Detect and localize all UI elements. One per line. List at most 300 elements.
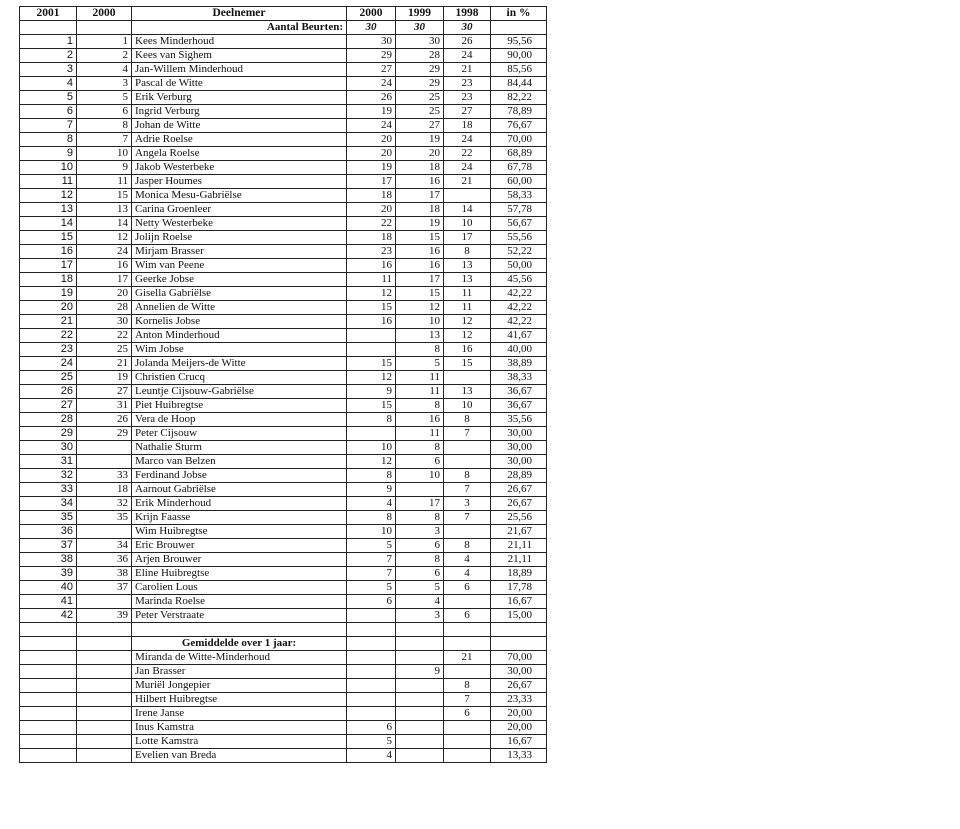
rank-2001-cell: 18 bbox=[20, 273, 77, 287]
participant-name-cell: Jolanda Meijers-de Witte bbox=[132, 357, 347, 371]
score-1998-cell bbox=[444, 720, 491, 734]
percentage-cell: 82,22 bbox=[491, 91, 547, 105]
score-1999-cell: 27 bbox=[396, 119, 444, 133]
score-1999-cell: 29 bbox=[396, 77, 444, 91]
percentage-cell: 50,00 bbox=[491, 259, 547, 273]
rank-2000-cell bbox=[77, 441, 132, 455]
score-1998-cell: 26 bbox=[444, 35, 491, 49]
participant-name-cell: Peter Cijsouw bbox=[132, 427, 347, 441]
average-row bbox=[20, 706, 547, 720]
percentage-cell: 13,33 bbox=[491, 748, 547, 762]
score-2000-cell: 26 bbox=[347, 91, 396, 105]
participant-name-cell: Erik Verburg bbox=[132, 91, 347, 105]
score-1999-cell: 29 bbox=[396, 63, 444, 77]
score-1998-cell bbox=[444, 734, 491, 748]
percentage-cell: 58,33 bbox=[491, 189, 547, 203]
score-1998-cell: 23 bbox=[444, 77, 491, 91]
rank-2000-cell: 15 bbox=[77, 189, 132, 203]
rank-2000-cell: 19 bbox=[77, 371, 132, 385]
score-1999-cell: 13 bbox=[396, 329, 444, 343]
score-2000-cell: 15 bbox=[347, 399, 396, 413]
rank-2000-cell: 31 bbox=[77, 399, 132, 413]
percentage-cell: 18,89 bbox=[491, 567, 547, 581]
score-2000-cell: 5 bbox=[347, 539, 396, 553]
score-2000-cell: 8 bbox=[347, 511, 396, 525]
rank-2001-cell: 5 bbox=[20, 91, 77, 105]
percentage-cell: 26,67 bbox=[491, 497, 547, 511]
score-1999-cell: 16 bbox=[396, 413, 444, 427]
rank-2000-cell bbox=[77, 455, 132, 469]
score-2000-cell bbox=[347, 650, 396, 664]
participant-name-cell: Kornelis Jobse bbox=[132, 315, 347, 329]
rank-2000-cell: 25 bbox=[77, 343, 132, 357]
score-1998-cell: 8 bbox=[444, 413, 491, 427]
table-row bbox=[20, 259, 547, 273]
score-2000-cell: 4 bbox=[347, 497, 396, 511]
score-1998-cell: 6 bbox=[444, 581, 491, 595]
average-row bbox=[20, 650, 547, 664]
table-row bbox=[20, 413, 547, 427]
score-2000-cell: 15 bbox=[347, 301, 396, 315]
score-1999-cell: 25 bbox=[396, 91, 444, 105]
score-1998-cell: 24 bbox=[444, 161, 491, 175]
percentage-cell: 60,00 bbox=[491, 175, 547, 189]
participant-name-cell: Piet Huibregtse bbox=[132, 399, 347, 413]
spacer-cell bbox=[347, 623, 396, 637]
turns-1999: 30 bbox=[396, 21, 444, 35]
rank-2001-cell: 19 bbox=[20, 287, 77, 301]
score-1998-cell: 8 bbox=[444, 539, 491, 553]
turns-empty-cell bbox=[491, 21, 547, 35]
rank-2001-cell: 35 bbox=[20, 511, 77, 525]
score-1998-cell: 17 bbox=[444, 231, 491, 245]
participant-name-cell: Jan Brasser bbox=[132, 664, 347, 678]
rank-2000-cell: 24 bbox=[77, 245, 132, 259]
percentage-cell: 70,00 bbox=[491, 133, 547, 147]
average-empty-cell bbox=[396, 636, 444, 650]
rank-2000-cell: 20 bbox=[77, 287, 132, 301]
score-2000-cell: 19 bbox=[347, 105, 396, 119]
score-1999-cell: 6 bbox=[396, 455, 444, 469]
average-row bbox=[20, 692, 547, 706]
participant-name-cell: Peter Verstraate bbox=[132, 609, 347, 623]
participant-name-cell: Monica Mesu-Gabriëlse bbox=[132, 189, 347, 203]
rank-2001-cell bbox=[20, 734, 77, 748]
score-2000-cell: 7 bbox=[347, 567, 396, 581]
score-1999-cell: 11 bbox=[396, 371, 444, 385]
score-2000-cell: 20 bbox=[347, 203, 396, 217]
rank-2000-cell: 10 bbox=[77, 147, 132, 161]
score-2000-cell: 12 bbox=[347, 455, 396, 469]
score-2000-cell bbox=[347, 343, 396, 357]
rank-2001-cell bbox=[20, 720, 77, 734]
percentage-cell: 16,67 bbox=[491, 734, 547, 748]
score-1998-cell: 3 bbox=[444, 497, 491, 511]
rank-2000-cell: 7 bbox=[77, 133, 132, 147]
percentage-cell: 21,11 bbox=[491, 553, 547, 567]
rank-2001-cell bbox=[20, 706, 77, 720]
table-row bbox=[20, 357, 547, 371]
rank-2001-cell: 1 bbox=[20, 35, 77, 49]
score-1998-cell: 27 bbox=[444, 105, 491, 119]
table-row bbox=[20, 175, 547, 189]
table-row bbox=[20, 343, 547, 357]
percentage-cell: 42,22 bbox=[491, 301, 547, 315]
score-1999-cell bbox=[396, 734, 444, 748]
score-2000-cell: 8 bbox=[347, 469, 396, 483]
participant-name-cell: Mirjam Brasser bbox=[132, 245, 347, 259]
score-1998-cell: 7 bbox=[444, 692, 491, 706]
table-row bbox=[20, 455, 547, 469]
score-1999-cell: 10 bbox=[396, 315, 444, 329]
table-row bbox=[20, 371, 547, 385]
score-1998-cell: 14 bbox=[444, 203, 491, 217]
table-row bbox=[20, 231, 547, 245]
rank-2000-cell: 6 bbox=[77, 105, 132, 119]
rank-2000-cell: 35 bbox=[77, 511, 132, 525]
rank-2000-cell: 4 bbox=[77, 63, 132, 77]
score-2000-cell: 12 bbox=[347, 287, 396, 301]
score-2000-cell bbox=[347, 678, 396, 692]
score-1998-cell: 18 bbox=[444, 119, 491, 133]
participant-name-cell: Jakob Westerbeke bbox=[132, 161, 347, 175]
rank-2000-cell bbox=[77, 692, 132, 706]
participant-name-cell: Annelien de Witte bbox=[132, 301, 347, 315]
ranking-sheet bbox=[19, 6, 532, 763]
table-row bbox=[20, 147, 547, 161]
rank-2001-cell: 39 bbox=[20, 567, 77, 581]
rank-2001-cell: 21 bbox=[20, 315, 77, 329]
percentage-cell: 68,89 bbox=[491, 147, 547, 161]
table-row bbox=[20, 567, 547, 581]
rank-2000-cell: 13 bbox=[77, 203, 132, 217]
participant-name-cell: Gisella Gabriëlse bbox=[132, 287, 347, 301]
spacer-cell bbox=[20, 623, 77, 637]
score-2000-cell: 20 bbox=[347, 147, 396, 161]
score-1999-cell: 8 bbox=[396, 511, 444, 525]
score-1998-cell: 22 bbox=[444, 147, 491, 161]
table-row bbox=[20, 245, 547, 259]
score-1998-cell: 6 bbox=[444, 706, 491, 720]
rank-2001-cell bbox=[20, 678, 77, 692]
rank-2000-cell: 5 bbox=[77, 91, 132, 105]
score-1999-cell: 17 bbox=[396, 497, 444, 511]
turns-empty-cell bbox=[20, 21, 77, 35]
percentage-cell: 26,67 bbox=[491, 483, 547, 497]
percentage-cell: 38,33 bbox=[491, 371, 547, 385]
percentage-cell: 57,78 bbox=[491, 203, 547, 217]
score-1999-cell bbox=[396, 720, 444, 734]
percentage-cell: 26,67 bbox=[491, 678, 547, 692]
score-2000-cell: 15 bbox=[347, 357, 396, 371]
table-row bbox=[20, 441, 547, 455]
score-2000-cell: 27 bbox=[347, 63, 396, 77]
participant-name-cell: Marinda Roelse bbox=[132, 595, 347, 609]
score-2000-cell: 9 bbox=[347, 385, 396, 399]
average-row bbox=[20, 734, 547, 748]
score-1998-cell: 10 bbox=[444, 217, 491, 231]
participant-name-cell: Marco van Belzen bbox=[132, 455, 347, 469]
percentage-cell: 20,00 bbox=[491, 706, 547, 720]
rank-2001-cell: 7 bbox=[20, 119, 77, 133]
rank-2001-cell: 2 bbox=[20, 49, 77, 63]
rank-2000-cell: 12 bbox=[77, 231, 132, 245]
score-1999-cell: 16 bbox=[396, 175, 444, 189]
table-row bbox=[20, 525, 547, 539]
participant-name-cell: Wim Jobse bbox=[132, 343, 347, 357]
score-2000-cell: 5 bbox=[347, 734, 396, 748]
score-2000-cell: 16 bbox=[347, 259, 396, 273]
rank-2001-cell bbox=[20, 748, 77, 762]
turns-row bbox=[20, 21, 547, 35]
rank-2001-cell: 28 bbox=[20, 413, 77, 427]
rank-2001-cell: 4 bbox=[20, 77, 77, 91]
table-row bbox=[20, 553, 547, 567]
participant-name-cell: Erik Minderhoud bbox=[132, 497, 347, 511]
score-1998-cell: 6 bbox=[444, 609, 491, 623]
score-1999-cell: 15 bbox=[396, 287, 444, 301]
participant-name-cell: Jolijn Roelse bbox=[132, 231, 347, 245]
score-2000-cell: 10 bbox=[347, 525, 396, 539]
score-1998-cell: 11 bbox=[444, 287, 491, 301]
score-1999-cell: 3 bbox=[396, 609, 444, 623]
participant-name-cell: Kees van Sighem bbox=[132, 49, 347, 63]
participant-name-cell: Jasper Houmes bbox=[132, 175, 347, 189]
score-1999-cell: 6 bbox=[396, 567, 444, 581]
percentage-cell: 84,44 bbox=[491, 77, 547, 91]
percentage-cell: 78,89 bbox=[491, 105, 547, 119]
percentage-cell: 21,67 bbox=[491, 525, 547, 539]
rank-2000-cell: 9 bbox=[77, 161, 132, 175]
rank-2001-cell: 38 bbox=[20, 553, 77, 567]
rank-2001-cell: 11 bbox=[20, 175, 77, 189]
score-1998-cell: 7 bbox=[444, 511, 491, 525]
rank-2000-cell bbox=[77, 734, 132, 748]
header-percentage: in % bbox=[491, 7, 547, 21]
percentage-cell: 28,89 bbox=[491, 469, 547, 483]
header-rank-2001: 2001 bbox=[20, 7, 77, 21]
percentage-cell: 16,67 bbox=[491, 595, 547, 609]
average-empty-cell bbox=[444, 636, 491, 650]
score-2000-cell bbox=[347, 692, 396, 706]
percentage-cell: 95,56 bbox=[491, 35, 547, 49]
rank-2001-cell bbox=[20, 692, 77, 706]
score-2000-cell: 17 bbox=[347, 175, 396, 189]
score-1999-cell: 19 bbox=[396, 133, 444, 147]
rank-2000-cell: 32 bbox=[77, 497, 132, 511]
percentage-cell: 52,22 bbox=[491, 245, 547, 259]
score-1998-cell bbox=[444, 595, 491, 609]
rank-2000-cell: 36 bbox=[77, 553, 132, 567]
score-1998-cell: 7 bbox=[444, 427, 491, 441]
table-row bbox=[20, 483, 547, 497]
participant-name-cell: Irene Janse bbox=[132, 706, 347, 720]
percentage-cell: 85,56 bbox=[491, 63, 547, 77]
score-1998-cell: 13 bbox=[444, 273, 491, 287]
table-row bbox=[20, 539, 547, 553]
participant-name-cell: Carina Groenleer bbox=[132, 203, 347, 217]
average-empty-cell bbox=[20, 636, 77, 650]
turns-label: Aantal Beurten: bbox=[132, 21, 347, 35]
score-2000-cell: 9 bbox=[347, 483, 396, 497]
score-1998-cell: 8 bbox=[444, 245, 491, 259]
percentage-cell: 35,56 bbox=[491, 413, 547, 427]
spacer-cell bbox=[77, 623, 132, 637]
score-1999-cell: 3 bbox=[396, 525, 444, 539]
average-heading: Gemiddelde over 1 jaar: bbox=[132, 636, 347, 650]
score-2000-cell: 6 bbox=[347, 595, 396, 609]
table-row bbox=[20, 91, 547, 105]
score-2000-cell: 7 bbox=[347, 553, 396, 567]
percentage-cell: 20,00 bbox=[491, 720, 547, 734]
participant-name-cell: Angela Roelse bbox=[132, 147, 347, 161]
rank-2000-cell: 33 bbox=[77, 469, 132, 483]
rank-2001-cell: 26 bbox=[20, 385, 77, 399]
spacer-cell bbox=[396, 623, 444, 637]
header-year-1998: 1998 bbox=[444, 7, 491, 21]
rank-2001-cell: 25 bbox=[20, 371, 77, 385]
table-row bbox=[20, 301, 547, 315]
rank-2001-cell: 34 bbox=[20, 497, 77, 511]
table-row bbox=[20, 133, 547, 147]
table-row bbox=[20, 63, 547, 77]
score-1998-cell: 12 bbox=[444, 315, 491, 329]
score-1999-cell bbox=[396, 678, 444, 692]
percentage-cell: 70,00 bbox=[491, 650, 547, 664]
score-2000-cell bbox=[347, 329, 396, 343]
rank-2000-cell bbox=[77, 748, 132, 762]
average-row bbox=[20, 748, 547, 762]
rank-2001-cell: 12 bbox=[20, 189, 77, 203]
rank-2001-cell bbox=[20, 650, 77, 664]
score-1998-cell: 13 bbox=[444, 385, 491, 399]
score-2000-cell: 8 bbox=[347, 413, 396, 427]
participant-name-cell: Miranda de Witte-Minderhoud bbox=[132, 650, 347, 664]
score-1999-cell: 6 bbox=[396, 539, 444, 553]
average-row bbox=[20, 664, 547, 678]
score-1999-cell: 15 bbox=[396, 231, 444, 245]
turns-empty-cell bbox=[77, 21, 132, 35]
rank-2001-cell: 33 bbox=[20, 483, 77, 497]
ranking-table bbox=[19, 6, 547, 763]
turns-2000: 30 bbox=[347, 21, 396, 35]
table-row bbox=[20, 609, 547, 623]
rank-2000-cell bbox=[77, 595, 132, 609]
score-1998-cell: 24 bbox=[444, 49, 491, 63]
table-row bbox=[20, 273, 547, 287]
rank-2000-cell: 18 bbox=[77, 483, 132, 497]
rank-2001-cell: 37 bbox=[20, 539, 77, 553]
table-row bbox=[20, 203, 547, 217]
percentage-cell: 30,00 bbox=[491, 441, 547, 455]
rank-2000-cell bbox=[77, 650, 132, 664]
participant-name-cell: Wim van Peene bbox=[132, 259, 347, 273]
score-1998-cell bbox=[444, 748, 491, 762]
score-1998-cell bbox=[444, 441, 491, 455]
percentage-cell: 36,67 bbox=[491, 399, 547, 413]
score-1999-cell: 8 bbox=[396, 441, 444, 455]
participant-name-cell: Inus Kamstra bbox=[132, 720, 347, 734]
score-1998-cell: 21 bbox=[444, 650, 491, 664]
score-1998-cell: 4 bbox=[444, 553, 491, 567]
score-1999-cell bbox=[396, 483, 444, 497]
spacer-cell bbox=[132, 623, 347, 637]
header-year-2000: 2000 bbox=[347, 7, 396, 21]
score-1998-cell: 10 bbox=[444, 399, 491, 413]
rank-2000-cell bbox=[77, 720, 132, 734]
participant-name-cell: Carolien Lous bbox=[132, 581, 347, 595]
table-row bbox=[20, 35, 547, 49]
score-2000-cell: 22 bbox=[347, 217, 396, 231]
rank-2001-cell: 42 bbox=[20, 609, 77, 623]
table-row bbox=[20, 511, 547, 525]
score-1999-cell bbox=[396, 748, 444, 762]
spacer-row bbox=[20, 623, 547, 637]
table-row bbox=[20, 49, 547, 63]
participant-name-cell: Kees Minderhoud bbox=[132, 35, 347, 49]
percentage-cell: 76,67 bbox=[491, 119, 547, 133]
participant-name-cell: Eline Huibregtse bbox=[132, 567, 347, 581]
percentage-cell: 56,67 bbox=[491, 217, 547, 231]
score-1999-cell: 25 bbox=[396, 105, 444, 119]
rank-2000-cell: 8 bbox=[77, 119, 132, 133]
score-2000-cell: 19 bbox=[347, 161, 396, 175]
participant-name-cell: Lotte Kamstra bbox=[132, 734, 347, 748]
rank-2000-cell: 39 bbox=[77, 609, 132, 623]
rank-2001-cell: 8 bbox=[20, 133, 77, 147]
percentage-cell: 17,78 bbox=[491, 581, 547, 595]
table-row bbox=[20, 105, 547, 119]
score-1998-cell bbox=[444, 189, 491, 203]
score-2000-cell: 18 bbox=[347, 231, 396, 245]
participant-name-cell: Muriël Jongepier bbox=[132, 678, 347, 692]
rank-2000-cell: 14 bbox=[77, 217, 132, 231]
percentage-cell: 25,56 bbox=[491, 511, 547, 525]
score-1999-cell: 10 bbox=[396, 469, 444, 483]
rank-2000-cell: 3 bbox=[77, 77, 132, 91]
table-row bbox=[20, 427, 547, 441]
rank-2000-cell: 30 bbox=[77, 315, 132, 329]
participant-name-cell: Netty Westerbeke bbox=[132, 217, 347, 231]
rank-2000-cell: 21 bbox=[77, 357, 132, 371]
header-year-1999: 1999 bbox=[396, 7, 444, 21]
participant-name-cell: Arjen Brouwer bbox=[132, 553, 347, 567]
table-row bbox=[20, 189, 547, 203]
percentage-cell: 36,67 bbox=[491, 385, 547, 399]
participant-name-cell: Vera de Hoop bbox=[132, 413, 347, 427]
score-1999-cell: 17 bbox=[396, 273, 444, 287]
participant-name-cell: Evelien van Breda bbox=[132, 748, 347, 762]
score-1999-cell: 18 bbox=[396, 161, 444, 175]
rank-2001-cell: 6 bbox=[20, 105, 77, 119]
score-1999-cell: 20 bbox=[396, 147, 444, 161]
turns-1998: 30 bbox=[444, 21, 491, 35]
rank-2001-cell bbox=[20, 664, 77, 678]
percentage-cell: 42,22 bbox=[491, 287, 547, 301]
score-1998-cell bbox=[444, 664, 491, 678]
rank-2000-cell: 27 bbox=[77, 385, 132, 399]
average-empty-cell bbox=[77, 636, 132, 650]
score-2000-cell: 30 bbox=[347, 35, 396, 49]
rank-2001-cell: 15 bbox=[20, 231, 77, 245]
participant-name-cell: Hilbert Huibregtse bbox=[132, 692, 347, 706]
rank-2000-cell bbox=[77, 706, 132, 720]
rank-2001-cell: 22 bbox=[20, 329, 77, 343]
score-1999-cell bbox=[396, 706, 444, 720]
header-row bbox=[20, 7, 547, 21]
score-1998-cell: 13 bbox=[444, 259, 491, 273]
score-1999-cell: 28 bbox=[396, 49, 444, 63]
